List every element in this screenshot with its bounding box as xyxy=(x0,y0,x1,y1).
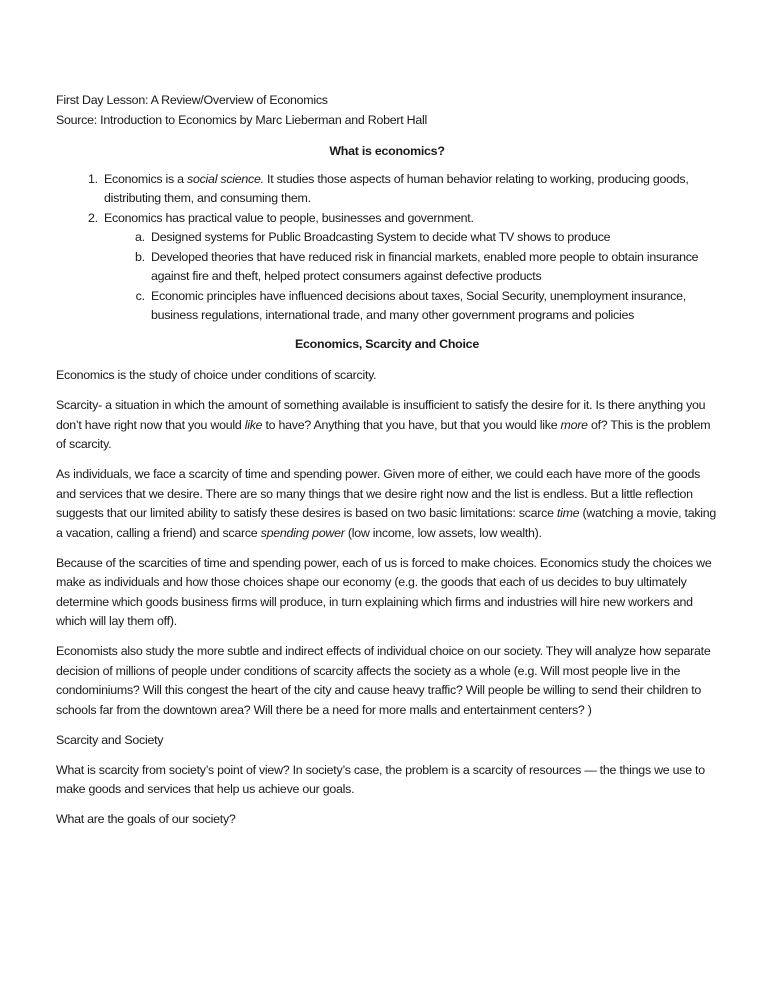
item2-text: Economics has practical value to people, businesses and government. xyxy=(104,210,474,225)
heading-what-is-economics: What is economics? xyxy=(329,144,445,158)
source-line: Source: Introduction to Economics by Marc Lieberman and Robert Hall xyxy=(56,112,427,127)
scarcity-text-b: to have? Anything that you have, but that you would like xyxy=(262,417,561,432)
individuals-text-b: (watching a movie, taking a vacation, calling a friend) and scarce xyxy=(56,506,717,540)
sub-item-b: b. Developed theories that have reduced risk in financial markets, enabled more people to obtain insurance against fire and theft, helped protect consumers against defective products xyxy=(148,248,718,287)
sub-item-c: c. Economic principles have influenced decisions about taxes, Social Security, unemployment insurance, business regulations, international trade, and many other government programs and policies xyxy=(148,287,718,326)
paragraph-scarcity xyxy=(56,396,718,455)
item1-text-b: It studies those aspects of human behavior relating to working, producing goods, distributing them, and consuming them. xyxy=(104,171,689,205)
paragraph-choices: Because of the scarcities of time and spending power, each of us is forced to make choices. Economics study the choices we make as individuals and how those choices shape our economy (e.g. the goods that each of us decides to buy ultimately determine which goods business firms will produce, in turn explaining which firms and industries will hire new workers and which will lay them off). xyxy=(56,555,712,628)
paragraph-goals-question: What are the goals of our society? xyxy=(56,812,236,826)
sub-item-a: a. Designed systems for Public Broadcasting System to decide what TV shows to produce xyxy=(148,228,718,248)
scarcity-text-c: of? This is the problem of scarcity. xyxy=(56,417,711,451)
scarcity-emphasis-more: more xyxy=(560,417,588,432)
item1-emphasis: social science. xyxy=(187,171,264,186)
individuals-emphasis-spending: spending power xyxy=(260,525,345,540)
scarcity-text-a: Scarcity- a situation in which the amount of something available is insufficient to satisfy the desire for it. Is there anything you don’t have right now that you would xyxy=(56,398,706,432)
practical-value-sublist xyxy=(104,228,718,326)
heading-scarcity-choice: Economics, Scarcity and Choice xyxy=(295,336,479,351)
scarcity-emphasis-like: like xyxy=(244,417,263,432)
subheading-scarcity-society: Scarcity and Society xyxy=(56,732,164,747)
item1-text-a: Economics is a xyxy=(104,171,188,186)
individuals-text-a: As individuals, we face a scarcity of time and spending power. Given more of either, we could each have more of the goods and services that we desire. There are so many things that we desire right now and the list is endless. But a little reflection suggests that our limited ability to satisfy these desires is based on two basic limitations: scarce xyxy=(56,467,701,520)
individuals-emphasis-time: time xyxy=(556,506,580,520)
list-item-1 xyxy=(101,170,718,209)
paragraph-society: What is scarcity from society’s point of view? In society’s case, the problem is a scarcity of resources — the things we use to make goods and services that help us achieve our goals. xyxy=(56,762,705,796)
lesson-title: First Day Lesson: A Review/Overview of Economics xyxy=(56,93,328,107)
paragraph-individuals xyxy=(56,465,718,543)
economics-list xyxy=(56,170,718,326)
individuals-text-c: (low income, low assets, low wealth). xyxy=(344,525,542,540)
paragraph-definition: Economics is the study of choice under conditions of scarcity. xyxy=(56,368,377,382)
paragraph-economists: Economists also study the more subtle and indirect effects of individual choice on our society. They will analyze how separate decision of millions of people under conditions of scarcity affects the society as a whole (e.g. Will most people live in the condominiums? Will this congest the heart of the city and cause heavy traffic? Will people be willing to send their children to schools far from the downtown area? Will there be a need for more malls and entertainment centers? ) xyxy=(56,644,711,717)
list-item-2 xyxy=(101,209,718,326)
